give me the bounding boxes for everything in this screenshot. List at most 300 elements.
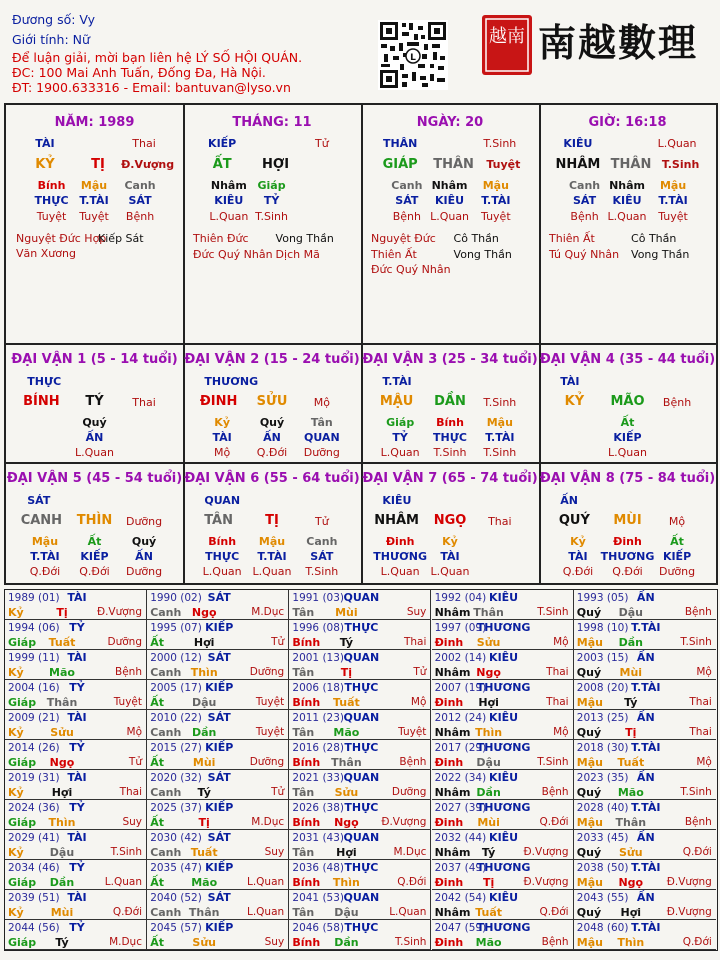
year-stage: T.Sinh [537, 756, 569, 768]
hidden-stem: Nhâm [210, 179, 247, 192]
ten-god: KIẾP [613, 431, 642, 444]
life-stage: L.Quan [608, 446, 647, 459]
year-can: Canh [150, 726, 182, 739]
ten-god: T.TÀI [658, 194, 688, 207]
pillar-0 [6, 105, 183, 343]
year-star: KIẾP [205, 801, 234, 814]
year-chi: Thân [46, 696, 78, 709]
year-label: 2047 (59) [434, 922, 487, 934]
year-can: Ất [150, 816, 164, 829]
table-row [5, 680, 716, 710]
ten-god: THỰC [34, 194, 69, 207]
year-label: 2033 (45) [576, 832, 629, 844]
dai-van-5 [6, 462, 183, 583]
year-chi: Tý [624, 696, 638, 709]
life-stage: L.Quan [252, 565, 292, 578]
dai-van-4 [539, 343, 716, 462]
note: Tú Quý Nhân [549, 248, 620, 261]
year-cell [574, 710, 716, 740]
svg-text:越南: 越南 [489, 26, 525, 47]
year-cell [289, 740, 431, 770]
dai-van-chi: THÌN [76, 513, 113, 528]
year-stage: Thai [689, 726, 712, 738]
table-row [5, 860, 716, 890]
year-label: 2027 (39) [434, 802, 487, 814]
year-label: 2039 (51) [8, 892, 60, 904]
hidden-stem: Đinh [385, 535, 415, 548]
header [0, 0, 720, 100]
table-row [5, 650, 716, 680]
year-chi: Dần [49, 876, 75, 889]
year-star: T.TÀI [631, 741, 661, 754]
year-cell [147, 800, 289, 830]
year-star: SÁT [207, 591, 231, 604]
hidden-stem: Quý [131, 535, 157, 548]
year-can: Bính [292, 876, 321, 889]
year-stage: Tử [271, 636, 285, 648]
dai-van-title: ĐẠI VẬN 8 (75 - 84 tuổi) [539, 471, 716, 486]
year-stage: Suy [264, 936, 285, 948]
dai-van-7 [361, 462, 539, 583]
life-stage: L.Quan [380, 446, 420, 459]
year-stage: Mộ [696, 756, 712, 768]
year-label: 2005 (17) [150, 682, 202, 694]
year-star: SÁT [207, 711, 231, 724]
life-stage: T.Sinh [433, 446, 467, 459]
year-chi: Dần [334, 936, 359, 949]
ten-god: SÁT [310, 550, 334, 563]
year-star: KIẾP [205, 621, 234, 634]
year-label: 2029 (41) [8, 832, 60, 844]
year-chi: Tị [482, 876, 495, 889]
year-can: Đinh [434, 816, 464, 829]
year-star: ẤN [636, 831, 655, 844]
life-stage: L.Quan [380, 565, 420, 578]
hidden-stem: Canh [568, 179, 601, 192]
year-star: THỰC [344, 681, 379, 694]
year-can: Kỷ [8, 906, 24, 919]
year-star: KIẾP [205, 741, 234, 754]
year-star: TÀI [67, 711, 87, 724]
year-stage: Tử [128, 756, 142, 768]
life-stage: Q.Đới [29, 565, 61, 578]
ten-god: T.TÀI [481, 194, 511, 207]
table-row [5, 710, 716, 740]
year-stage: Suy [122, 816, 142, 828]
ten-god: THƯƠNG [373, 550, 428, 563]
year-label: 2009 (21) [8, 712, 60, 724]
year-can: Kỷ [8, 666, 24, 679]
ten-god: SÁT [573, 194, 597, 207]
year-chi: Sửu [334, 786, 359, 799]
year-stage: Dưỡng [249, 666, 285, 678]
year-label: 2001 (13) [292, 652, 345, 664]
year-star: TỶ [69, 681, 85, 694]
year-chi: Dậu [334, 906, 359, 919]
year-star: ẤN [636, 771, 655, 784]
year-chi: Mão [475, 936, 502, 949]
year-can: Quý [576, 666, 602, 679]
year-label: 2006 (18) [292, 682, 345, 694]
pillar-can: GIÁP [382, 157, 418, 172]
year-star: TỶ [69, 861, 85, 874]
note: Kiếp Sát [98, 232, 144, 245]
year-stage: M.Dục [251, 816, 285, 828]
year-cell [574, 650, 716, 680]
year-cell [5, 590, 147, 620]
dai-van-can: KỶ [564, 394, 585, 409]
year-can: Nhâm [434, 906, 471, 919]
year-star: SÁT [207, 891, 231, 904]
life-stage: Bệnh [392, 210, 421, 223]
dai-van-can: CANH [20, 513, 63, 528]
year-chi: Mão [333, 726, 360, 739]
dai-van-title: ĐẠI VẬN 3 (25 - 34 tuổi) [362, 352, 538, 367]
year-stage: M.Dục [251, 606, 285, 618]
year-chi: Thân [615, 816, 647, 829]
year-star: QUAN [343, 591, 380, 604]
year-cell [147, 650, 289, 680]
year-star: THỰC [344, 801, 379, 814]
table-row [5, 890, 716, 920]
ten-god: TÀI [568, 550, 588, 563]
year-stage: T.Sinh [680, 636, 712, 648]
yearly-table [4, 589, 718, 951]
year-stage: T.Sinh [110, 846, 142, 858]
dai-van-can: QUÝ [558, 513, 590, 528]
year-can: Bính [292, 816, 321, 829]
pillar-stage: T.Sinh [483, 137, 517, 150]
year-label: 2042 (54) [434, 892, 487, 904]
year-stage: Bệnh [399, 756, 427, 768]
dai-van-3 [361, 343, 539, 462]
year-chi: Mùi [192, 756, 216, 769]
year-can: Ất [150, 696, 164, 709]
year-star: SÁT [207, 771, 231, 784]
year-chi: Tý [339, 636, 354, 649]
year-star: THỰC [344, 921, 379, 934]
dai-van-stage: Bệnh [662, 396, 692, 409]
year-chi: Dậu [476, 756, 501, 769]
year-stage: L.Quan [246, 906, 285, 918]
dai-van-title: ĐẠI VẬN 1 (5 - 14 tuổi) [11, 352, 178, 367]
dai-van-title: ĐẠI VẬN 4 (35 - 44 tuổi) [539, 352, 716, 367]
year-can: Giáp [8, 636, 37, 649]
year-stage: Mộ [410, 696, 427, 708]
year-cell [147, 620, 289, 650]
year-chi: Mão [617, 786, 644, 799]
year-star: T.TÀI [631, 621, 661, 634]
year-stage: Đ.Vượng [96, 606, 142, 618]
table-row [5, 920, 716, 950]
pillar-chi: HỢI [262, 157, 290, 172]
hidden-stem: Ất [87, 535, 102, 548]
note: Nguyệt Đức Hợp [16, 232, 107, 245]
year-stage: Thai [546, 666, 569, 678]
pillar-star: TÀI [35, 137, 55, 150]
year-cell [289, 770, 431, 800]
pillar-extra: Đ.Vượng [121, 158, 175, 171]
year-chi: Mão [49, 666, 75, 679]
year-star: KIÊU [489, 651, 519, 664]
year-chi: Dậu [618, 606, 643, 619]
dai-van-star: T.TÀI [382, 375, 412, 388]
year-cell [432, 830, 574, 860]
year-chi: Tý [55, 936, 69, 949]
year-chi: Ngọ [476, 666, 501, 679]
year-label: 2048 (60) [576, 922, 629, 934]
year-cell [147, 740, 289, 770]
year-can: Nhâm [434, 606, 471, 619]
year-chi: Mùi [335, 606, 358, 619]
year-can: Quý [576, 906, 602, 919]
year-can: Mậu [576, 636, 603, 649]
year-chi: Thân [188, 906, 220, 919]
hidden-stem: Quý [82, 416, 107, 429]
year-cell [289, 710, 431, 740]
hidden-stem: Bính [208, 535, 237, 548]
ten-god: KIÊU [435, 194, 465, 207]
note: Thiên Ất [549, 232, 595, 245]
life-stage: Tuyệt [658, 210, 688, 223]
year-stage: Mộ [553, 636, 569, 648]
year-chi: Dần [191, 726, 217, 739]
ten-god: KIẾP [662, 550, 692, 563]
year-star: SÁT [207, 831, 231, 844]
year-label: 2044 (56) [8, 922, 60, 934]
note: Dịch Mã [275, 248, 320, 261]
year-can: Tân [292, 726, 315, 739]
year-chi: Mùi [50, 906, 74, 919]
year-can: Giáp [8, 876, 37, 889]
life-stage: L.Quan [75, 446, 114, 459]
year-cell [574, 920, 716, 950]
year-cell [5, 770, 147, 800]
year-label: 2014 (26) [8, 742, 60, 754]
year-cell [289, 830, 431, 860]
life-stage: T.Sinh [305, 565, 339, 578]
hidden-stem: Kỷ [214, 416, 231, 429]
year-label: 2010 (22) [150, 712, 202, 724]
year-stage: Bệnh [684, 816, 712, 828]
year-cell [147, 680, 289, 710]
dai-van-can: TÂN [204, 513, 233, 528]
note: Thiên Đức [193, 232, 249, 245]
year-label: 2034 (46) [8, 862, 60, 874]
year-can: Nhâm [434, 846, 471, 859]
year-can: Tân [292, 606, 315, 619]
year-label: 2004 (16) [8, 682, 60, 694]
gender: Giới tính: Nữ [12, 32, 90, 47]
ten-god: TÀI [440, 550, 460, 563]
phone-email: ĐT: 1900.633316 - Email: bantuvan@lyso.vn [12, 80, 291, 95]
year-label: 2024 (36) [8, 802, 60, 814]
year-star: KIẾP [205, 921, 234, 934]
year-star: THƯƠNG [476, 621, 531, 634]
hidden-stem: Quý [259, 416, 285, 429]
life-stage: Dưỡng [125, 565, 163, 578]
year-can: Quý [576, 606, 602, 619]
year-stage: Đ.Vượng [666, 906, 712, 918]
ten-god: THƯƠNG [600, 550, 655, 563]
year-can: Giáp [8, 696, 37, 709]
hidden-stem: Mậu [482, 179, 509, 192]
life-stage: Q.Đới [256, 446, 288, 459]
table-row [5, 620, 716, 650]
life-stage: Q.Đới [612, 565, 643, 578]
dai-van-star: THƯƠNG [204, 375, 259, 388]
dai-van-can: BÍNH [23, 394, 60, 409]
year-star: QUAN [343, 831, 380, 844]
hidden-stem: Giáp [257, 179, 286, 192]
year-star: KIẾP [205, 681, 234, 694]
year-label: 2012 (24) [434, 712, 487, 724]
year-chi: Tuất [190, 846, 218, 859]
year-star: QUAN [343, 651, 380, 664]
hidden-stem: Ất [620, 416, 635, 429]
year-stage: Thai [403, 636, 427, 648]
year-star: TÀI [67, 591, 87, 604]
table-row [5, 770, 716, 800]
year-label: 1995 (07) [150, 622, 202, 634]
year-stage: L.Quan [246, 876, 285, 888]
year-star: TÀI [67, 831, 87, 844]
year-cell [147, 710, 289, 740]
year-label: 1996 (08) [292, 622, 345, 634]
year-can: Bính [292, 636, 321, 649]
year-stage: Dưỡng [391, 786, 427, 798]
year-stage: Q.Đới [682, 936, 712, 948]
year-cell [432, 740, 574, 770]
year-star: QUAN [343, 771, 380, 784]
life-stage: Dưỡng [303, 446, 340, 459]
year-cell [5, 680, 147, 710]
year-label: 2046 (58) [292, 922, 345, 934]
pillar-title: NGÀY: 20 [416, 115, 484, 130]
year-can: Canh [150, 786, 182, 799]
year-chi: Tị [340, 666, 353, 679]
year-stage: T.Sinh [394, 936, 427, 948]
year-star: THƯƠNG [476, 681, 531, 694]
life-stage: L.Quan [209, 210, 249, 223]
year-cell [289, 590, 431, 620]
year-label: 2022 (34) [434, 772, 487, 784]
year-stage: Mộ [126, 726, 142, 738]
year-label: 2038 (50) [576, 862, 629, 874]
year-stage: T.Sinh [680, 786, 712, 798]
hidden-stem: Đinh [613, 535, 642, 548]
year-stage: Tuyệt [398, 726, 427, 738]
year-cell [432, 800, 574, 830]
year-label: 2032 (44) [434, 832, 487, 844]
year-stage: Mộ [696, 666, 712, 678]
year-chi: Thìn [617, 936, 645, 949]
year-star: QUAN [343, 891, 380, 904]
year-cell [289, 680, 431, 710]
year-star: TỶ [69, 921, 85, 934]
year-can: Giáp [8, 756, 37, 769]
ten-god: THỰC [433, 431, 467, 444]
year-label: 2000 (12) [150, 652, 202, 664]
year-stage: Thai [689, 696, 712, 708]
year-chi: Dần [476, 786, 501, 799]
seal-stamp-icon [481, 14, 533, 76]
year-label: 2003 (15) [576, 652, 629, 664]
table-row [5, 590, 716, 620]
year-stage: Bệnh [541, 786, 569, 798]
life-stage: Mộ [214, 446, 231, 459]
year-stage: Tuyệt [255, 696, 285, 708]
dai-van-can: MẬU [379, 394, 414, 409]
year-can: Kỷ [8, 726, 24, 739]
year-stage: Tuyệt [255, 726, 285, 738]
hidden-stem: Bính [436, 416, 464, 429]
dai-van-star: QUAN [204, 494, 241, 507]
year-stage: Dưỡng [249, 756, 285, 768]
year-can: Giáp [8, 936, 37, 949]
year-label: 2011 (23) [292, 712, 345, 724]
hidden-stem: Mậu [31, 535, 59, 548]
year-chi: Sửu [50, 726, 74, 739]
year-chi: Thìn [475, 726, 503, 739]
pillar-star: KIÊU [563, 137, 593, 150]
year-star: TỶ [69, 741, 85, 754]
year-label: 2015 (27) [150, 742, 202, 754]
year-can: Mậu [576, 936, 603, 949]
note: Nguyệt Đức [371, 232, 436, 245]
ten-god: TỶ [392, 431, 408, 444]
svg-text:L: L [410, 53, 416, 63]
year-can: Nhâm [434, 726, 471, 739]
note: Cô Thần [453, 232, 499, 245]
year-cell [289, 890, 431, 920]
year-cell [289, 800, 431, 830]
year-cell [147, 770, 289, 800]
year-label: 2030 (42) [150, 832, 202, 844]
year-label: 2040 (52) [150, 892, 202, 904]
note: Vong Thần [275, 232, 334, 245]
hidden-stem: Giáp [386, 416, 415, 429]
year-cell [432, 710, 574, 740]
year-cell [432, 650, 574, 680]
pillar-stage: Thai [132, 137, 156, 150]
pillar-stage: L.Quan [657, 137, 697, 150]
year-can: Nhâm [434, 786, 471, 799]
year-label: 2021 (33) [292, 772, 345, 784]
year-stage: Tử [413, 666, 427, 678]
year-label: 2028 (40) [576, 802, 629, 814]
pillar-title: NĂM: 1989 [54, 115, 135, 130]
year-stage: Đ.Vượng [523, 846, 569, 858]
year-cell [5, 830, 147, 860]
year-label: 2023 (35) [576, 772, 629, 784]
year-star: TÀI [67, 651, 87, 664]
year-stage: Tử [271, 786, 285, 798]
year-cell [147, 920, 289, 950]
year-chi: Mùi [619, 666, 643, 679]
year-can: Mậu [576, 876, 603, 889]
year-star: THƯƠNG [476, 921, 531, 934]
year-cell [574, 590, 716, 620]
life-stage: Q.Đới [562, 565, 594, 578]
dai-van-stage: Mộ [313, 396, 330, 409]
year-stage: Bệnh [684, 606, 712, 618]
year-cell [147, 860, 289, 890]
table-row [5, 740, 716, 770]
dai-van-chi: TÝ [85, 394, 104, 409]
year-chi: Thân [331, 756, 362, 769]
year-can: Quý [576, 726, 602, 739]
